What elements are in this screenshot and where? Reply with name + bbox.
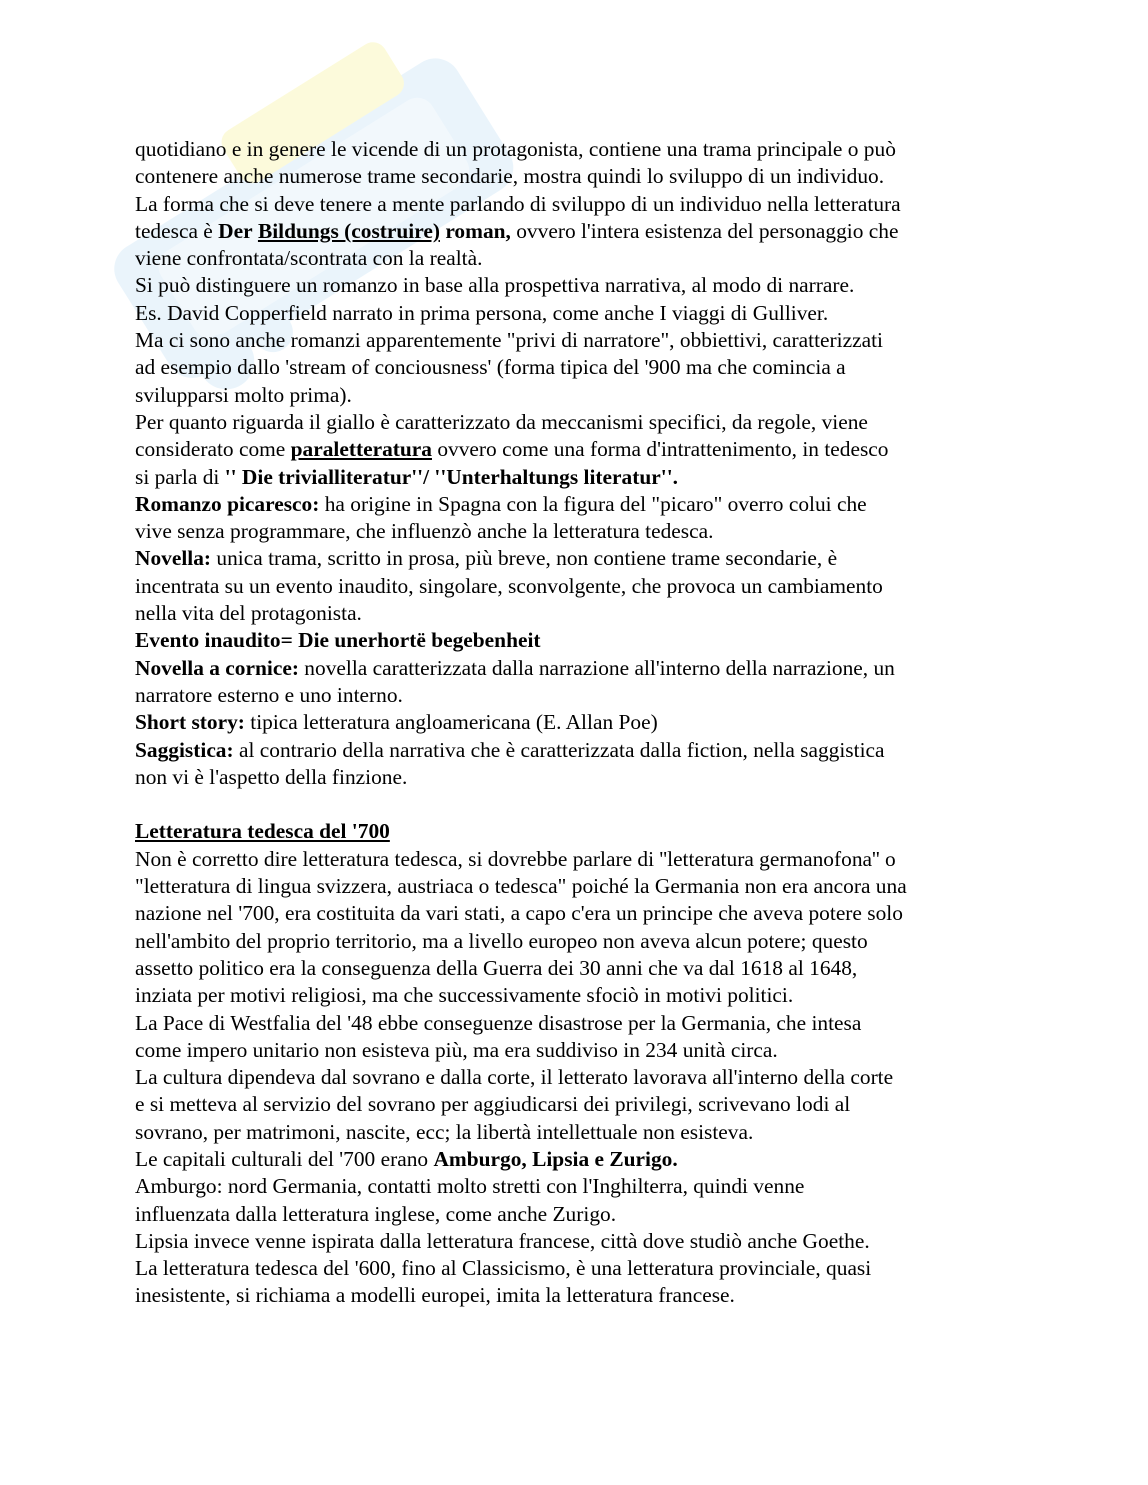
definition-term: Romanzo picaresco: xyxy=(135,491,320,516)
text-line: La forma che si deve tenere a mente parlando di sviluppo di un individuo nella letteratura xyxy=(135,191,901,216)
text-line: si parla di '' Die trivialliteratur''/ ''Unterhaltungs literatur''. xyxy=(135,464,678,489)
text-line: nazione nel '700, era costituita da vari stati, a capo c'era un principe che aveva potere solo xyxy=(135,901,903,926)
text-line: La cultura dipendeva dal sovrano e dalla corte, il letterato lavorava all'interno della corte xyxy=(135,1065,894,1090)
text-line: ad esempio dallo 'stream of conciousness' (forma tipica del '900 ma che comincia a xyxy=(135,355,846,380)
text-line: influenzata dalla letteratura inglese, come anche Zurigo. xyxy=(135,1201,617,1226)
text-line: considerato come paraletteratura ovvero come una forma d'intrattenimento, in tedesco xyxy=(135,437,889,462)
definition-term: Short story: xyxy=(135,710,245,735)
text-line: contenere anche numerose trame secondarie, mostra quindi lo sviluppo di un individuo. xyxy=(135,164,885,189)
text-line: vive senza programmare, che influenzò anche la letteratura tedesca. xyxy=(135,519,714,544)
definition-line: Short story: tipica letteratura angloamericana (E. Allan Poe) xyxy=(135,710,658,735)
text-line: assetto politico era la conseguenza della Guerra dei 30 anni che va dal 1618 al 1648, xyxy=(135,955,858,980)
text-line: non vi è l'aspetto della finzione. xyxy=(135,764,408,789)
text-line: svilupparsi molto prima). xyxy=(135,382,352,407)
text-line: Le capitali culturali del '700 erano Amburgo, Lipsia e Zurigo. xyxy=(135,1146,678,1171)
underlined-term: paraletteratura xyxy=(290,437,432,462)
bold-term: '' Die trivialliteratur''/ ''Unterhaltungs literatur''. xyxy=(224,464,678,489)
text-line: quotidiano e in genere le vicende di un protagonista, contiene una trama principale o può xyxy=(135,137,896,161)
bold-term: Amburgo, Lipsia e Zurigo. xyxy=(433,1146,678,1171)
text-line: inziata per motivi religiosi, ma che successivamente sfociò in motivi politici. xyxy=(135,983,794,1008)
text-line: e si metteva al servizio del sovrano per aggiudicarsi dei privilegi, scrivevano lodi al xyxy=(135,1092,851,1117)
underlined-term: Bildungs (costruire) xyxy=(257,218,440,243)
definition-term: Novella a cornice: xyxy=(135,655,299,680)
definition-term: Novella: xyxy=(135,546,212,571)
bold-term: Der xyxy=(218,218,253,243)
text-line: Per quanto riguarda il giallo è caratterizzato da meccanismi specifici, da regole, viene xyxy=(135,409,868,434)
text-line: narratore esterno e uno interno. xyxy=(135,682,403,707)
text-line: Es. David Copperfield narrato in prima persona, come anche I viaggi di Gulliver. xyxy=(135,300,829,325)
definition-line: Saggistica: al contrario della narrativa che è caratterizzata dalla fiction, nella saggistica xyxy=(135,737,885,762)
text-line: La Pace di Westfalia del '48 ebbe conseguenze disastrose per la Germania, che intesa xyxy=(135,1010,862,1035)
definition-line: Novella: unica trama, scritto in prosa, più breve, non contiene trame secondarie, è xyxy=(135,546,838,571)
text-line: come impero unitario non esisteva più, ma era suddiviso in 234 unità circa. xyxy=(135,1037,778,1062)
text-line: sovrano, per matrimoni, nascite, ecc; la libertà intellettuale non esisteva. xyxy=(135,1119,754,1144)
text-line: Amburgo: nord Germania, contatti molto stretti con l'Inghilterra, quindi venne xyxy=(135,1174,805,1199)
definition-term: Evento inaudito= Die unerhortë begebenheit xyxy=(135,628,541,653)
text-line: inesistente, si richiama a modelli europei, imita la letteratura francese. xyxy=(135,1283,735,1308)
text-line: "letteratura di lingua svizzera, austriaca o tedesca" poiché la Germania non era ancora una xyxy=(135,874,907,899)
text-line: Si può distinguere un romanzo in base alla prospettiva narrativa, al modo di narrare. xyxy=(135,273,855,298)
text-line: Non è corretto dire letteratura tedesca, si dovrebbe parlare di ''letteratura germanofona'' o xyxy=(135,846,896,871)
definition-term: Saggistica: xyxy=(135,737,234,762)
text-line: viene confrontata/scontrata con la realtà. xyxy=(135,246,483,271)
text-line: nella vita del protagonista. xyxy=(135,601,362,626)
document-page xyxy=(135,136,1025,1310)
definition-line: Romanzo picaresco: ha origine in Spagna con la figura del "picaro" overro colui che xyxy=(135,491,867,516)
text-line: nell'ambito del proprio territorio, ma a livello europeo non aveva alcun potere; questo xyxy=(135,928,868,953)
text-line: Lipsia invece venne ispirata dalla letteratura francese, città dove studiò anche Goethe. xyxy=(135,1228,870,1253)
text-line: Ma ci sono anche romanzi apparentemente "privi di narratore", obbiettivi, caratterizzati xyxy=(135,328,883,353)
text-line: tedesca è Der Bildungs (costruire) roman, ovvero l'intera esistenza del personaggio che xyxy=(135,218,899,243)
definition-line xyxy=(135,627,1025,654)
bold-term: roman, xyxy=(445,218,511,243)
definition-line: Novella a cornice: novella caratterizzata dalla narrazione all'interno della narrazione, un xyxy=(135,655,895,680)
text-line: incentrata su un evento inaudito, singolare, sconvolgente, che provoca un cambiamento xyxy=(135,573,883,598)
section-heading: Letteratura tedesca del '700 xyxy=(135,819,390,844)
text-line: La letteratura tedesca del '600, fino al Classicismo, è una letteratura provinciale, quasi xyxy=(135,1256,872,1281)
blank-line xyxy=(135,791,1025,818)
